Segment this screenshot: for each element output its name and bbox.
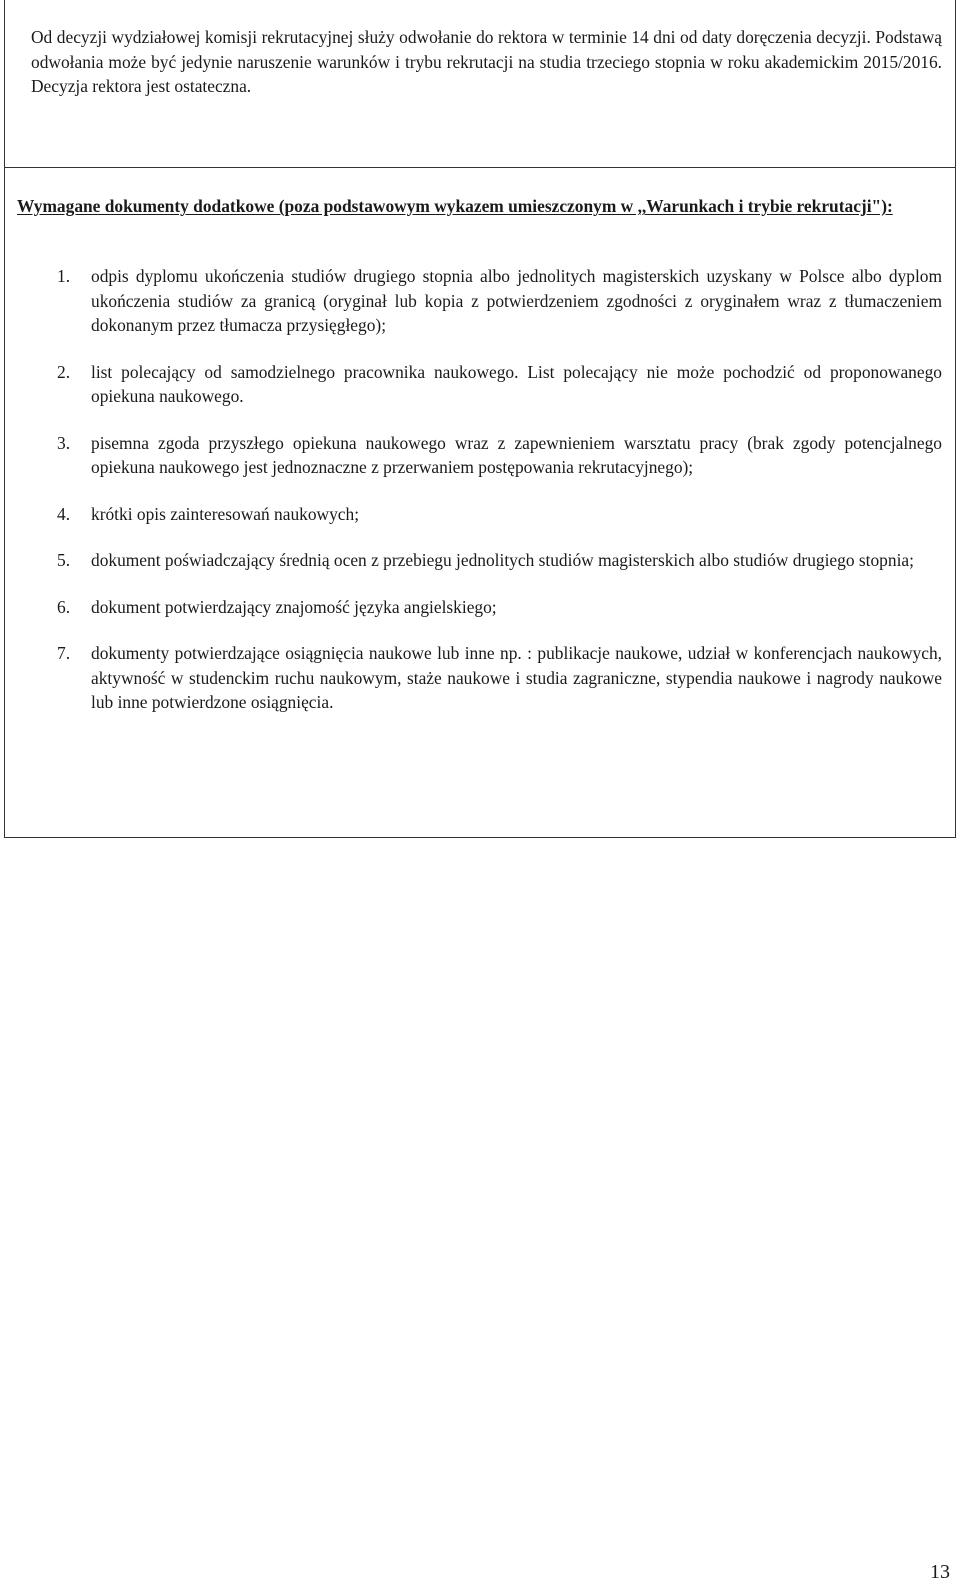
list-item [17,595,942,620]
list-item-text: list polecający od samodzielnego pracownika naukowego. List polecający nie może pochodzić od proponowanego opiekuna naukowego. [91,361,942,406]
list-item [17,431,942,480]
list-item [17,360,942,409]
list-item-text: pisemna zgoda przyszłego opiekuna naukowego wraz z zapewnieniem warsztatu pracy (brak zgody potencjalnego opiekuna naukowego jest jednoznaczne z przerwaniem postępowania rekrutacyjnego); [91,432,942,477]
section-heading: Wymagane dokumenty dodatkowe (poza podstawowym wykazem umieszczonym w ,,Warunkach i trybie rekrutacji"): [17,196,893,216]
list-item-text: odpis dyplomu ukończenia studiów drugiego stopnia albo jednolitych magisterskich uzyskany w Polsce albo dyplom ukończenia studiów za granicą (oryginał lub kopia z potwierdzeniem zgodności z oryginałem wraz z tłumaczeniem dokonanym przez tłumacza przysięgłego); [91,266,942,335]
list-item-text: dokument potwierdzający znajomość języka angielskiego; [91,596,497,617]
document-table [4,0,956,838]
list-item-number: 1. [57,266,71,286]
documents-list [17,264,942,715]
page-number: 13 [930,1561,950,1583]
intro-cell [5,0,955,168]
list-item-number: 5. [57,550,71,570]
list-item-number: 6. [57,596,71,617]
list-item [17,264,942,338]
list-item [17,641,942,715]
list-item [17,548,942,573]
required-documents-cell [5,168,955,837]
list-item-number: 7. [57,643,71,663]
list-item-text: dokument poświadczający średnią ocen z przebiegu jednolitych studiów magisterskich albo studiów drugiego stopnia; [91,550,914,570]
list-item-number: 4. [57,503,71,524]
list-item-text: krótki opis zainteresowań naukowych; [91,503,360,524]
list-item-number: 2. [57,361,71,382]
list-item [17,502,942,527]
appeal-paragraph: Od decyzji wydziałowej komisji rekrutacyjnej służy odwołanie do rektora w terminie 14 dni od daty doręczenia decyzji. Podstawą odwołania może być jedynie naruszenie warunków i trybu rekrutacji na studia trzeciego stopnia w roku akademickim 2015/2016. Decyzja rektora jest ostateczna. [31,27,942,96]
list-item-number: 3. [57,432,71,453]
list-item-text: dokumenty potwierdzające osiągnięcia naukowe lub inne np. : publikacje naukowe, udział w konferencjach naukowych, aktywność w studenckim ruchu naukowym, staże naukowe i studia zagraniczne, stypendia naukowe i nagrody naukowe lub inne potwierdzone osiągnięcia. [91,643,942,712]
